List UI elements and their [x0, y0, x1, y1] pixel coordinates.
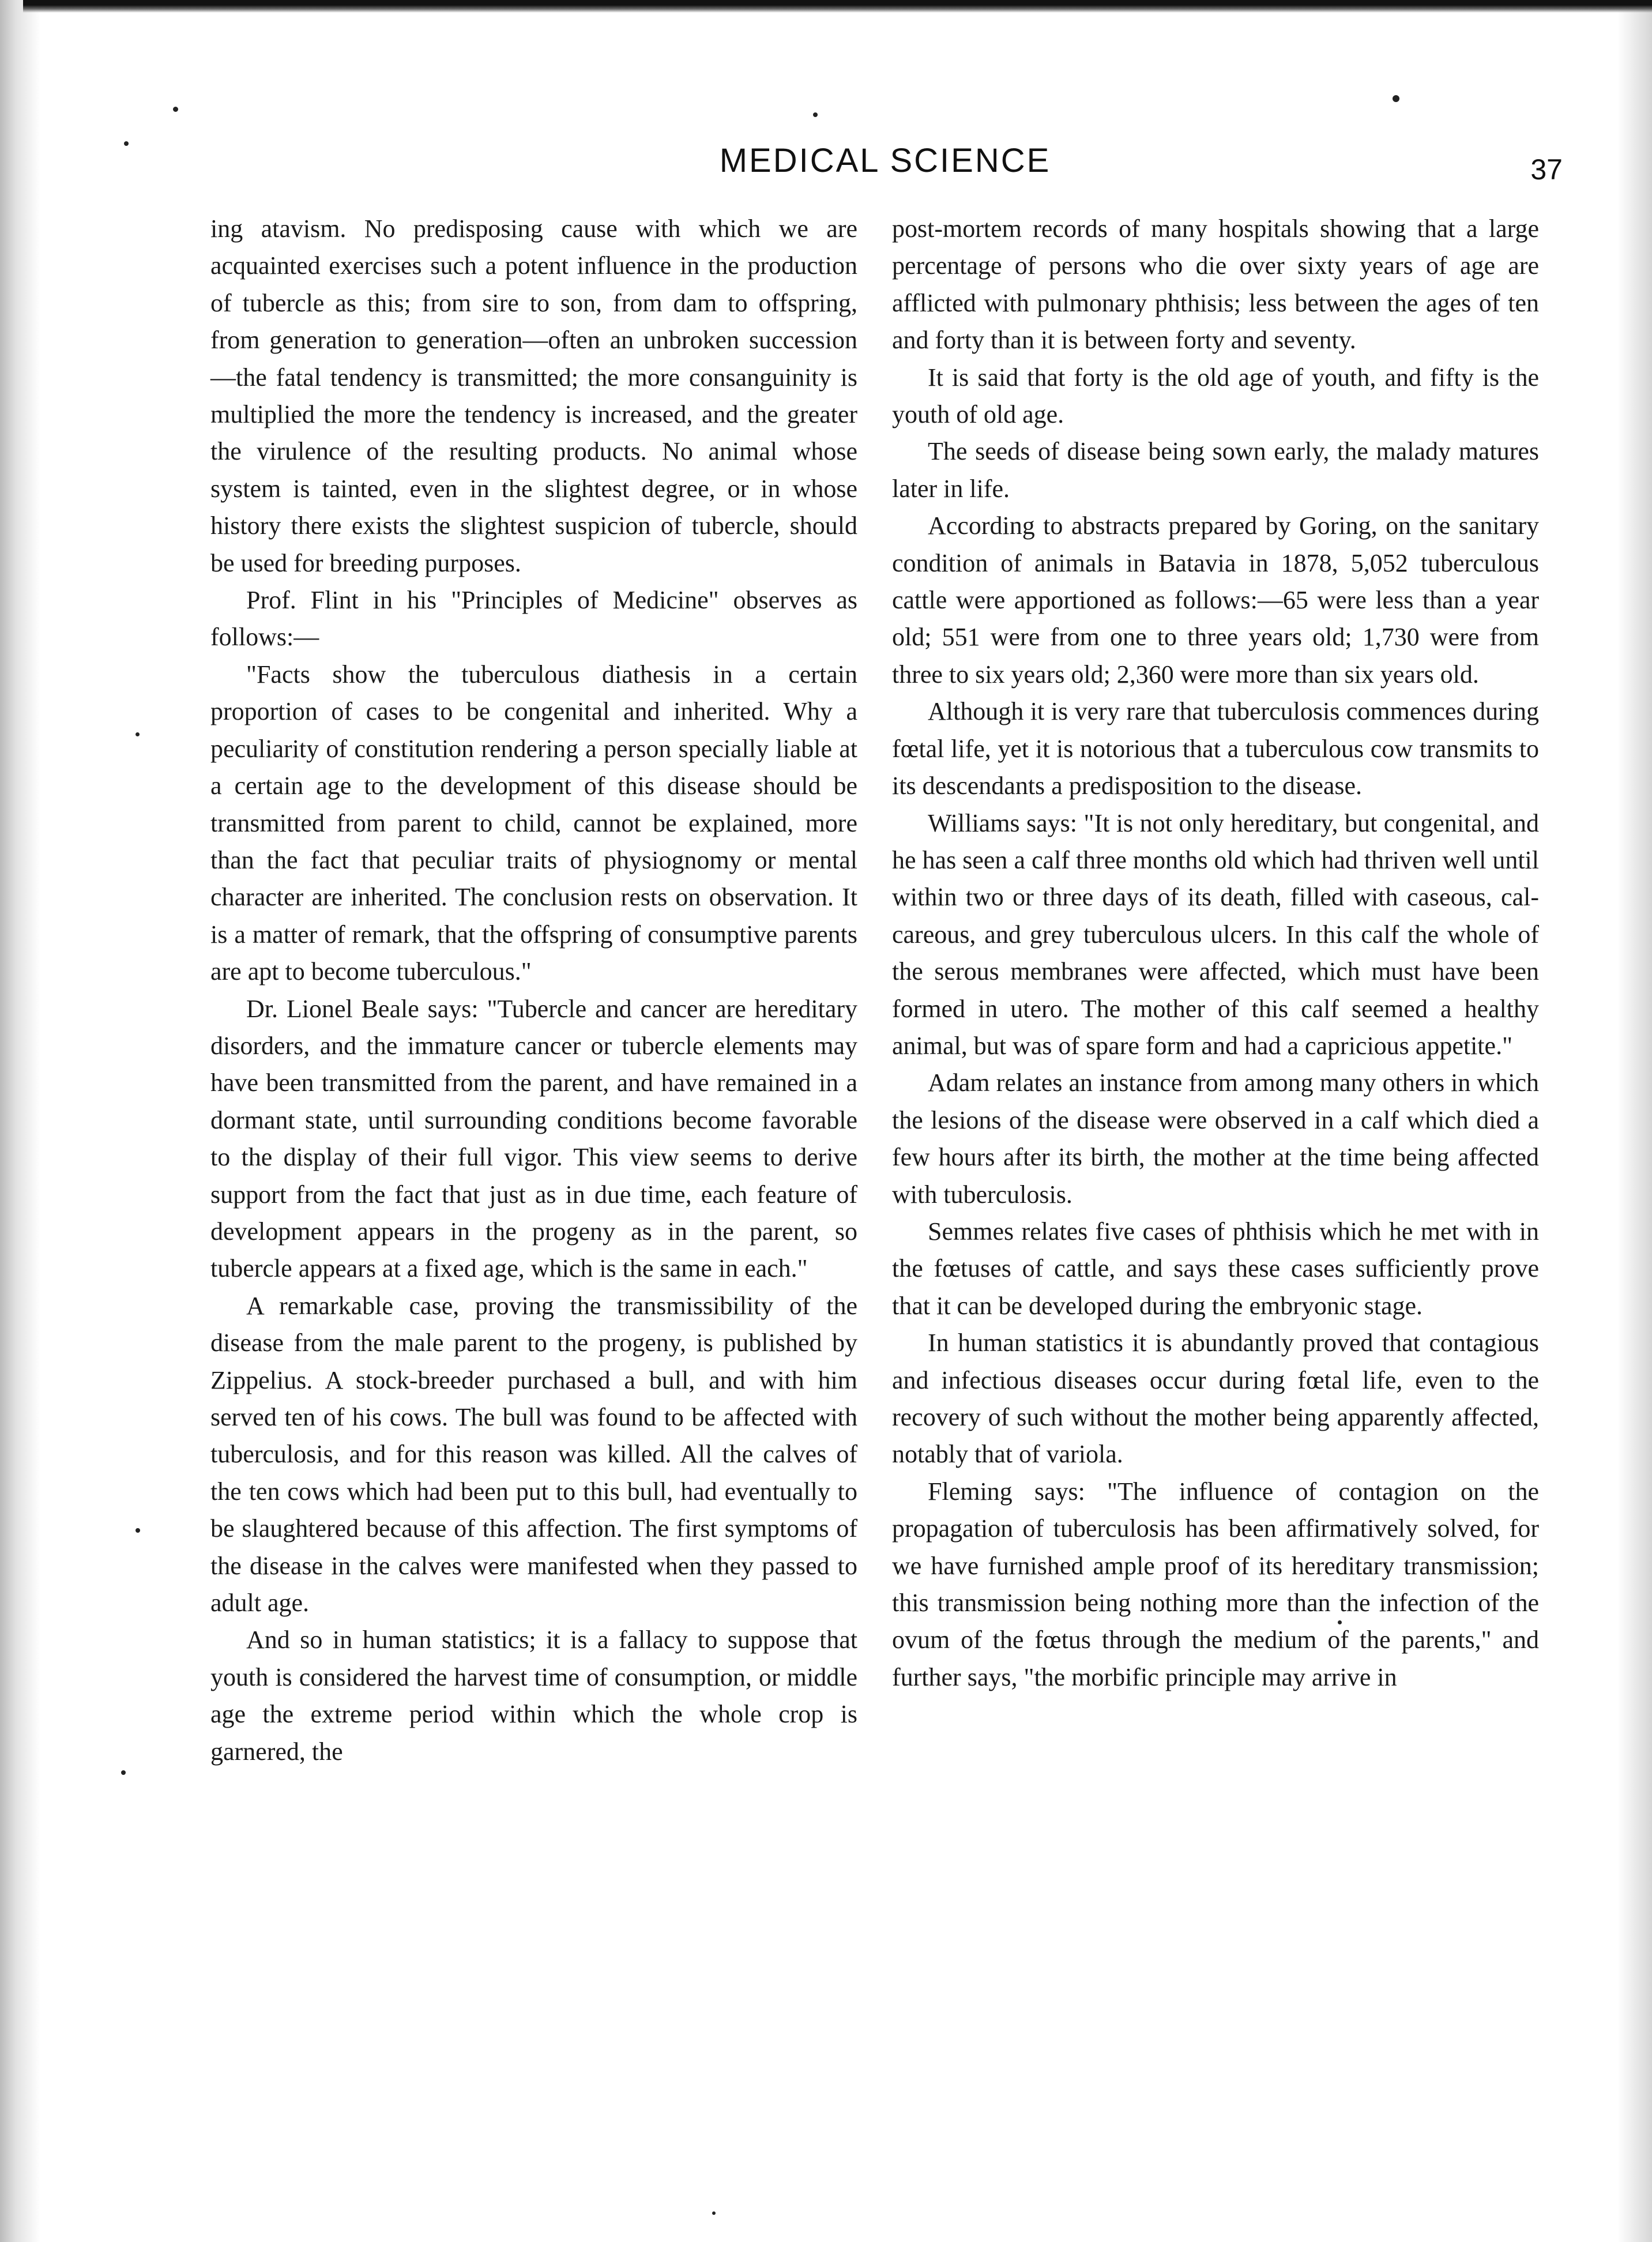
paragraph: And so in human statistics; it is a fallacy to suppose that youth is considered the harvest time of consumption, or middle age the extreme period within which the whole crop is garnered, the — [210, 1626, 857, 1766]
scan-speck — [136, 732, 140, 736]
paragraph: "Facts show the tuberculous diathesis in a certain proportion of cases to be congenital and inherited. Why a peculiarity of constitution rendering a person specially liable at a certain age to the development of this disease should be transmitted from parent to child, cannot be explained, more than the fact that peculiar traits of physiognomy or mental character are inherited. The conclusion rests on observation. It is a matter of remark, that the offspring of consumptive parents are apt to become tuberculous." — [210, 660, 857, 986]
scan-left-edge — [0, 0, 40, 2242]
paragraph: post-mortem records of many hospitals showing that a large percentage of persons who die over sixty years of age are afflicted with pulmonary phthisis; less between the ages of ten and forty than it is between forty and seventy. — [892, 215, 1539, 355]
paragraph: ing atavism. No predisposing cause with which we are acquainted exercises such a potent influence in the production of tubercle as this; from sire to son, from dam to offspring, from generation to generation—often an unbroken succession—the fatal tendency is transmitted; the more consanguinity is multiplied the more the tendency is increased, and the greater the virulence of the resulting products. No animal whose system is tainted, even in the slightest degree, or in whose history there exists the slightest suspicion of tubercle, should be used for breeding purposes. — [210, 215, 857, 577]
page-number: 37 — [1530, 153, 1563, 186]
paragraph: In human statistics it is abundantly proved that contagious and infectious diseases occur during fœtal life, even to the recovery of such without the mother being apparently affected, notably that of variola. — [892, 1329, 1539, 1469]
scan-speck — [813, 112, 818, 117]
paragraph: The seeds of disease being sown early, the malady matures later in life. — [892, 437, 1539, 503]
scan-speck — [1338, 1620, 1342, 1624]
scan-speck — [136, 1528, 140, 1533]
page-header — [208, 141, 1563, 193]
paragraph: It is said that forty is the old age of youth, and fifty is the youth of old age. — [892, 363, 1539, 429]
scan-top-edge — [23, 0, 1652, 13]
left-column — [210, 210, 857, 1770]
running-title: MEDICAL SCIENCE — [719, 142, 1051, 179]
right-column — [892, 210, 1539, 1696]
paragraph: Prof. Flint in his "Principles of Medicine" observes as follows:— — [210, 586, 857, 652]
paragraph: Adam relates an instance from among many others in which the lesions of the disease were observed in a calf which died a few hours after its birth, the mother at the time being affected with tuberculosis. — [892, 1069, 1539, 1209]
scan-speck — [712, 2211, 716, 2215]
scan-speck — [1393, 95, 1399, 102]
scan-right-edge — [1617, 0, 1652, 2242]
paragraph: Semmes relates five cases of phthisis which he met with in the fœtuses of cattle, and says these cases sufficiently prove that it can be developed during the embryonic stage. — [892, 1217, 1539, 1320]
paragraph: According to abstracts prepared by Goring, on the sanitary condition of animals in Batavia in 1878, 5,052 tuberculous cattle were apportioned as follows:—65 were less than a year old; 551 were from one to three years old; 1,730 were from three to six years old; 2,360 were more than six years old. — [892, 511, 1539, 689]
scan-speck — [124, 141, 129, 146]
paragraph: Although it is very rare that tuberculosis commences during fœtal life, yet it is notorious that a tuberculous cow transmits to its descendants a predisposition to the disease. — [892, 697, 1539, 800]
paragraph: Williams says: "It is not only hereditary, but congenital, and he has seen a calf three months old which had thriven well until within two or three days of its death, filled with caseous, calcareous, and grey tuberculous ulcers. In this calf the whole of the serous membranes were affected, which must have been formed in utero. The mother of this calf seemed a healthy animal, but was of spare form and had a capricious appetite." — [892, 808, 1539, 1060]
paragraph: A remarkable case, proving the transmissibility of the disease from the male parent to the progeny, is published by Zippelius. A stock-breeder purchased a bull, and with him served ten of his cows. The bull was found to be affected with tuberculosis, and for this reason was killed. All the calves of the ten cows which had been put to this bull, had eventually to be slaughtered because of this affection. The first symptoms of the disease in the calves were manifested when they passed to adult age. — [210, 1291, 857, 1617]
paragraph: Dr. Lionel Beale says: "Tubercle and cancer are hereditary disorders, and the immature cancer or tubercle elements may have been transmitted from the parent, and have remained in a dormant state, until surrounding conditions become favorable to the display of their full vigor. This view seems to derive support from the fact that just as in due time, each feature of development appears in the progeny as in the parent, so tubercle appears at a fixed age, which is the same in each." — [210, 994, 857, 1283]
paragraph: Fleming says: "The influence of contagion on the propagation of tuberculosis has been affirmatively solved, for we have furnished ample proof of its hereditary transmission; this transmission being nothing more than the infection of the ovum of the fœtus through the medium of the parents," and further says, "the morbific principle may arrive in — [892, 1477, 1539, 1691]
scan-speck — [121, 1770, 126, 1775]
scan-speck — [173, 107, 178, 112]
